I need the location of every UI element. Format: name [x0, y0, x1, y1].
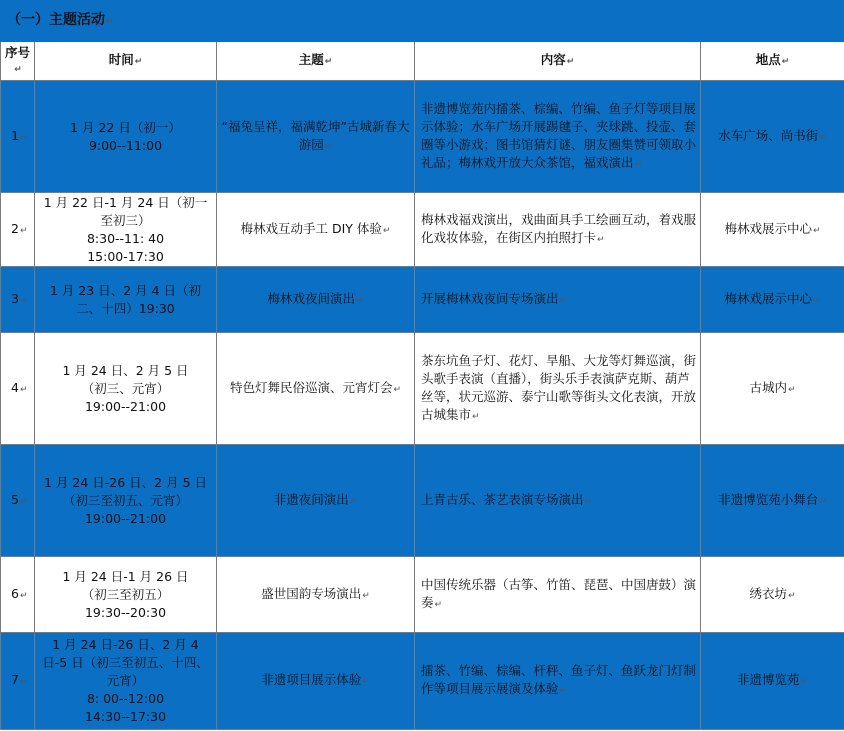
row-time — [35, 267, 217, 333]
row-time-line: 1 月 24 日、2 月 5 日 — [62, 362, 189, 378]
row-seq: 1↵ — [1, 81, 35, 193]
row-time-line: 1 月 23 日、2 月 4 日（初二、十四）19:30 — [49, 282, 202, 316]
row-content: 非遗博览苑内擂茶、棕编、竹编、鱼子灯等项目展示体验；水车广场开展踢毽子、夹球跳、投壶、套圈等小游戏；图书馆猜灯谜、朋友圈集赞可领取小礼品；梅林戏开放大众茶馆，福戏演出↵ — [415, 81, 701, 193]
row-seq: 6↵ — [1, 557, 35, 633]
section-title: （一）主题活动↵ — [1, 1, 844, 42]
row-place: 梅林戏展示中心↵ — [701, 267, 844, 333]
row-time-line: 1 月 24 日-26 日、2 月 5 日（初三至初五、元宵） — [44, 474, 207, 508]
row-time-line: 14:30--17:30 — [84, 709, 167, 724]
row-time-line: （初三、元宵） — [81, 380, 170, 396]
row-content: 擂茶、竹编、棕编、杆秤、鱼子灯、鱼跃龙门灯制作等项目展示展演及体验↵ — [415, 633, 701, 730]
row-place: 非遗博览苑↵ — [701, 633, 844, 730]
table-row — [1, 81, 844, 193]
section-title-row — [1, 1, 844, 42]
table-row — [1, 267, 844, 333]
row-seq: 7↵ — [1, 633, 35, 730]
row-theme: 非遗夜间演出↵ — [217, 445, 415, 557]
row-place: 古城内↵ — [701, 333, 844, 445]
row-time-line: 8: 00--12:00 — [86, 691, 165, 706]
row-time-line: 15:00-17:30 — [87, 248, 164, 264]
table-body — [1, 81, 844, 730]
table-row — [1, 557, 844, 633]
row-theme: 梅林戏夜间演出↵ — [217, 267, 415, 333]
row-time-line: （初三至初五） — [81, 586, 170, 602]
table-row — [1, 445, 844, 557]
table-row — [1, 633, 844, 730]
row-time-line: 1 月 24 日-26 日、2 月 4 日-5 日（初三至初五、十四、元宵） — [42, 637, 209, 688]
row-seq: 4↵ — [1, 333, 35, 445]
row-time-line: 9:00--11:00 — [88, 137, 163, 153]
table-row — [1, 333, 844, 445]
row-seq: 3↵ — [1, 267, 35, 333]
row-theme: 梅林戏互动手工 DIY 体验↵ — [217, 193, 415, 267]
row-time-line: 1 月 24 日-1 月 26 日 — [62, 568, 189, 584]
header-seq: 序号↵ — [1, 42, 35, 81]
row-content: 上青古乐、茶艺表演专场演出↵ — [415, 445, 701, 557]
row-seq: 5↵ — [1, 445, 35, 557]
row-time — [35, 81, 217, 193]
table-header-row — [1, 42, 844, 81]
row-time — [35, 557, 217, 633]
row-content: 茶东坑鱼子灯、花灯、旱船、大龙等灯舞巡演，街头歌手表演（直播），街头乐手表演萨克斯、葫芦丝等，状元巡游、泰宁山歌等街头文化表演，开放古城集市↵ — [415, 333, 701, 445]
row-place: 梅林戏展示中心↵ — [701, 193, 844, 267]
row-theme: 盛世国韵专场演出↵ — [217, 557, 415, 633]
row-time — [35, 193, 217, 267]
row-place: 绣衣坊↵ — [701, 557, 844, 633]
row-content: 中国传统乐器（古筝、竹笛、琵琶、中国唐鼓）演奏↵ — [415, 557, 701, 633]
row-place: 水车广场、尚书街↵ — [701, 81, 844, 193]
row-place: 非遗博览苑小舞台↵ — [701, 445, 844, 557]
row-time — [35, 445, 217, 557]
row-content: 梅林戏福戏演出，戏曲面具手工绘画互动，着戏服化戏妆体验，在街区内拍照打卡↵ — [415, 193, 701, 267]
row-time-line: 1 月 22 日-1 月 24 日（初一至初三） — [43, 194, 208, 228]
row-time-line: 19:30--20:30 — [84, 604, 167, 620]
header-content: 内容↵ — [415, 42, 701, 81]
row-theme: “福兔呈祥，福满乾坤”古城新春大游园↵ — [217, 81, 415, 193]
row-time-line: 1 月 22 日（初一） — [70, 119, 181, 135]
table-row — [1, 193, 844, 267]
header-theme: 主题↵ — [217, 42, 415, 81]
row-seq: 2↵ — [1, 193, 35, 267]
row-time — [35, 633, 217, 730]
row-time — [35, 333, 217, 445]
header-time: 时间↵ — [35, 42, 217, 81]
row-theme: 特色灯舞民俗巡演、元宵灯会↵ — [217, 333, 415, 445]
row-time-line: 8:30--11: 40 — [86, 230, 165, 246]
header-place: 地点↵ — [701, 42, 844, 81]
row-content: 开展梅林戏夜间专场演出↵ — [415, 267, 701, 333]
row-theme: 非遗项目展示体验↵ — [217, 633, 415, 730]
row-time-line: 19:00--21:00 — [84, 510, 167, 526]
row-time-line: 19:00--21:00 — [84, 398, 167, 414]
